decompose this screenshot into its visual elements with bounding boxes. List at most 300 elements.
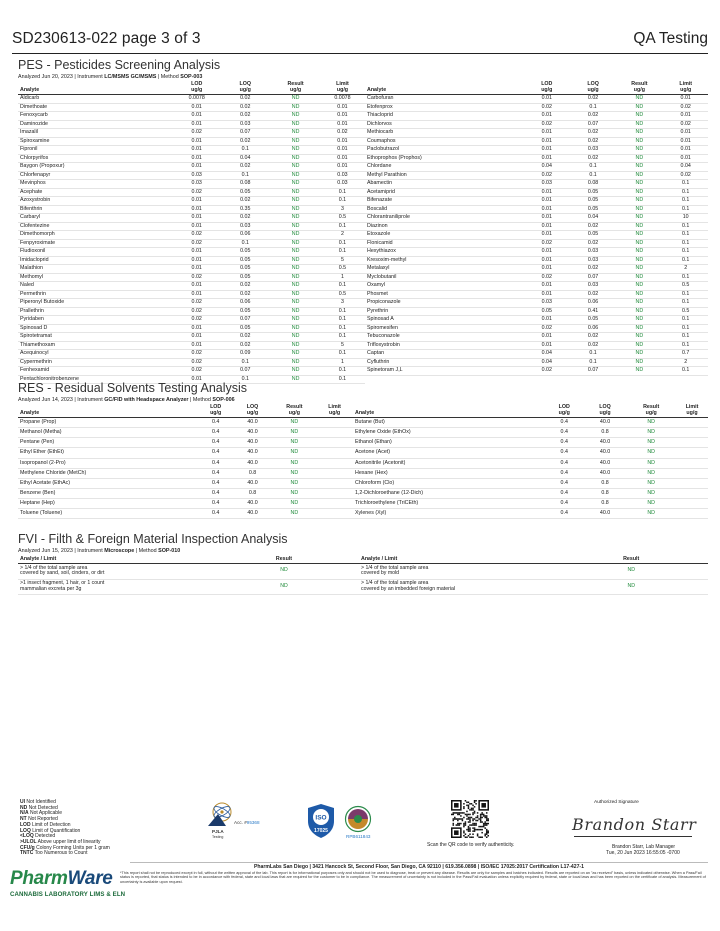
rs-left-col-loq-unit: ug/g bbox=[246, 409, 259, 416]
pes-left-header-row bbox=[18, 81, 365, 95]
analyte-name: Spinosad D bbox=[18, 324, 174, 333]
pes-left-row bbox=[18, 333, 365, 342]
analyte-name: Abamectin bbox=[365, 180, 523, 189]
loq-value: 40.0 bbox=[232, 418, 272, 428]
result-value: ND bbox=[271, 273, 320, 282]
rs-instrument: GC/FID with Headspace Analyzer bbox=[104, 397, 189, 403]
result-value: ND bbox=[273, 458, 317, 468]
pes-left-row bbox=[18, 239, 365, 248]
limit-value bbox=[676, 458, 708, 468]
lod-value: 0.01 bbox=[174, 120, 219, 129]
rs-left-col-limit-label: Limit bbox=[328, 404, 341, 410]
legend-meaning: Colony Forming Units per 1 gram bbox=[36, 844, 110, 851]
fvi-left-header-row bbox=[18, 555, 359, 564]
limit-value: 0.01 bbox=[320, 137, 365, 146]
rs-left-col-limit bbox=[316, 404, 353, 418]
fvi-section bbox=[18, 532, 708, 595]
analyte-name: Paclobutrazol bbox=[365, 146, 523, 155]
signed-date: Tue, 20 Jun 2023 16:55:05 -0700 bbox=[606, 850, 680, 856]
analyte-name: Etoxazole bbox=[365, 231, 523, 240]
limit-value bbox=[316, 428, 353, 438]
lod-value: 0.01 bbox=[174, 341, 219, 350]
loq-value: 0.02 bbox=[219, 333, 271, 342]
lod-value: 0.01 bbox=[523, 137, 571, 146]
pes-left-row bbox=[18, 256, 365, 265]
lod-value: 0.02 bbox=[174, 307, 219, 316]
pes-left-row bbox=[18, 273, 365, 282]
loq-value: 0.02 bbox=[219, 137, 271, 146]
qr-code-icon[interactable] bbox=[451, 800, 489, 838]
result-value: ND bbox=[615, 290, 663, 299]
fvi-left-row bbox=[18, 564, 359, 580]
result-value: ND bbox=[273, 488, 317, 498]
limit-value bbox=[676, 488, 708, 498]
limit-value: 0.1 bbox=[320, 367, 365, 376]
result-value: ND bbox=[273, 438, 317, 448]
fvi-table-right bbox=[359, 555, 708, 595]
result-value: ND bbox=[271, 248, 320, 257]
iso-text: ISO bbox=[315, 814, 327, 822]
pes-right-row bbox=[365, 112, 708, 121]
limit-value: 0.1 bbox=[320, 316, 365, 325]
analyte-name: Ethoprophos (Prophos) bbox=[365, 154, 523, 163]
rs-right-row bbox=[353, 478, 708, 488]
loq-value: 0.06 bbox=[219, 299, 271, 308]
loq-value: 0.06 bbox=[219, 231, 271, 240]
limit-value: 2 bbox=[663, 265, 708, 274]
analyte-name: Bifenazate bbox=[365, 197, 523, 206]
lod-value: 0.02 bbox=[174, 239, 219, 248]
rs-right-col-lod-label: LOD bbox=[558, 404, 570, 410]
analyte-name: Flonicamid bbox=[365, 239, 523, 248]
result-value: ND bbox=[271, 316, 320, 325]
lod-value: 0.02 bbox=[523, 324, 571, 333]
emblem-icon bbox=[343, 805, 373, 833]
limit-value: 0.1 bbox=[663, 273, 708, 282]
limit-value bbox=[676, 438, 708, 448]
result-value: ND bbox=[626, 498, 676, 508]
result-value: ND bbox=[271, 146, 320, 155]
result-value: ND bbox=[615, 222, 663, 231]
limit-value: 0.1 bbox=[663, 188, 708, 197]
limit-value: 5 bbox=[320, 341, 365, 350]
analyte-name: Boscalid bbox=[365, 205, 523, 214]
loq-value: 0.05 bbox=[571, 316, 616, 325]
lod-value: 0.01 bbox=[523, 290, 571, 299]
fvi-right-row bbox=[359, 579, 708, 595]
pes-right-row bbox=[365, 256, 708, 265]
legend-meaning: Detected bbox=[35, 833, 56, 840]
limit-value: 0.1 bbox=[663, 197, 708, 206]
lod-value: 0.02 bbox=[523, 367, 571, 376]
result-value: ND bbox=[271, 290, 320, 299]
result-value: ND bbox=[271, 197, 320, 206]
lod-value: 0.01 bbox=[523, 188, 571, 197]
pes-right-row bbox=[365, 358, 708, 367]
emblem-number: RPB611843 bbox=[346, 834, 371, 839]
limit-value: 3 bbox=[320, 299, 365, 308]
limit-value: 0.1 bbox=[663, 248, 708, 257]
limit-value: 0.5 bbox=[320, 214, 365, 223]
result-value: ND bbox=[615, 205, 663, 214]
analyte-name: Pentachloronitrobenzene bbox=[18, 375, 174, 384]
limit-value: 0.1 bbox=[320, 375, 365, 384]
lod-value: 0.4 bbox=[199, 438, 233, 448]
analyte-name: Imidacloprid bbox=[18, 256, 174, 265]
pes-right-col-limit-unit: ug/g bbox=[680, 86, 692, 93]
limit-value bbox=[676, 418, 708, 428]
result-value: ND bbox=[615, 299, 663, 308]
rs-right-col-limit bbox=[676, 404, 708, 418]
analyte-name: Acephate bbox=[18, 188, 174, 197]
analyte-name: Isopropanol (2-Pro) bbox=[18, 458, 199, 468]
analyte-name: Clofentezine bbox=[18, 222, 174, 231]
limit-value: 0.02 bbox=[663, 120, 708, 129]
loq-value: 0.1 bbox=[571, 171, 616, 180]
limit-value: 0.1 bbox=[663, 316, 708, 325]
pes-method-label: Method bbox=[160, 74, 179, 80]
lod-value: 0.02 bbox=[523, 273, 571, 282]
legend-meaning: Above upper limit of linearity bbox=[37, 838, 101, 845]
result-value: ND bbox=[615, 350, 663, 359]
limit-value: 0.1 bbox=[320, 324, 365, 333]
loq-value: 0.03 bbox=[571, 282, 616, 291]
pes-right-row bbox=[365, 282, 708, 291]
pes-meta: Analyzed Jun 20, 2023 | Instrument LC/MSMS GC/MSMS | Method SOP-003 bbox=[18, 74, 203, 80]
analyte-name: Pyridaben bbox=[18, 316, 174, 325]
pes-right-col-loq-unit: ug/g bbox=[587, 86, 599, 93]
pes-left-row bbox=[18, 248, 365, 257]
result-value: ND bbox=[271, 120, 320, 129]
rs-right-col-loq bbox=[584, 404, 627, 418]
pes-left-col-lod-unit: ug/g bbox=[191, 86, 203, 93]
result-value: ND bbox=[615, 95, 663, 104]
limit-value: 0.1 bbox=[663, 324, 708, 333]
fvi-result: ND bbox=[209, 564, 359, 580]
lod-value: 0.01 bbox=[523, 95, 571, 104]
rs-right-header-row bbox=[353, 404, 708, 418]
pes-left-row bbox=[18, 222, 365, 231]
limit-value: 0.1 bbox=[663, 290, 708, 299]
result-value: ND bbox=[626, 488, 676, 498]
result-value: ND bbox=[615, 129, 663, 138]
pes-right-col-limit bbox=[663, 81, 708, 95]
loq-value: 40.0 bbox=[232, 448, 272, 458]
rs-left-col-result-label: Result bbox=[286, 404, 303, 410]
rs-left-row bbox=[18, 458, 353, 468]
rs-right-row bbox=[353, 488, 708, 498]
rs-left-col-lod-unit: ug/g bbox=[210, 409, 222, 416]
loq-value: 0.08 bbox=[571, 180, 616, 189]
loq-value: 0.09 bbox=[219, 350, 271, 359]
lod-value: 0.01 bbox=[174, 103, 219, 112]
limit-value: 0.01 bbox=[663, 137, 708, 146]
loq-value: 0.07 bbox=[571, 120, 616, 129]
result-value: ND bbox=[271, 367, 320, 376]
lod-value: 0.4 bbox=[199, 418, 233, 428]
result-value: ND bbox=[615, 367, 663, 376]
result-value: ND bbox=[271, 171, 320, 180]
legend-abbr: <LOQ bbox=[20, 833, 34, 840]
analyte-name: Carbaryl bbox=[18, 214, 174, 223]
lod-value: 0.4 bbox=[199, 509, 233, 519]
analyte-name: Trifloxystrobin bbox=[365, 341, 523, 350]
pes-right-row bbox=[365, 350, 708, 359]
loq-value: 0.1 bbox=[571, 350, 616, 359]
result-value: ND bbox=[271, 214, 320, 223]
lod-value: 0.01 bbox=[174, 333, 219, 342]
lod-value: 0.4 bbox=[199, 478, 233, 488]
loq-value: 0.07 bbox=[219, 367, 271, 376]
rs-right-row bbox=[353, 498, 708, 508]
pes-left-row bbox=[18, 112, 365, 121]
pes-right-col-limit-label: Limit bbox=[679, 81, 693, 87]
loq-value: 40.0 bbox=[232, 498, 272, 508]
pes-method: SOP-003 bbox=[180, 74, 203, 80]
loq-value: 0.07 bbox=[571, 273, 616, 282]
loq-value: 0.02 bbox=[571, 137, 616, 146]
lod-value: 0.01 bbox=[523, 129, 571, 138]
result-value: ND bbox=[615, 171, 663, 180]
lod-value: 0.02 bbox=[174, 188, 219, 197]
analyte-name: Hexane (Hex) bbox=[353, 468, 545, 478]
lod-value: 0.4 bbox=[545, 418, 584, 428]
analyte-name: Chlordane bbox=[365, 163, 523, 172]
result-value: ND bbox=[615, 188, 663, 197]
rs-left-row bbox=[18, 418, 353, 428]
signer-name: Brandon Starr, Lab Manager bbox=[612, 844, 676, 850]
rs-left-row bbox=[18, 438, 353, 448]
analyte-name: Fenhexamid bbox=[18, 367, 174, 376]
rs-left-col-result-unit: ug/g bbox=[288, 409, 300, 416]
limit-value: 10 bbox=[663, 214, 708, 223]
analyte-name: Piperonyl Butoxide bbox=[18, 299, 174, 308]
rs-left-col-result bbox=[273, 404, 317, 418]
analyte-name: Carbofuran bbox=[365, 95, 523, 104]
fvi-limit-line1: > 1/4 of the total sample area bbox=[361, 564, 429, 571]
signature-line bbox=[574, 836, 692, 837]
limit-value bbox=[316, 438, 353, 448]
result-value: ND bbox=[615, 333, 663, 342]
limit-value: 2 bbox=[663, 358, 708, 367]
limit-value bbox=[676, 428, 708, 438]
loq-value: 40.0 bbox=[584, 438, 627, 448]
pes-right-row bbox=[365, 154, 708, 163]
analyte-name: Thiacloprid bbox=[365, 112, 523, 121]
result-value: ND bbox=[626, 468, 676, 478]
rs-left-col-loq-label: LOQ bbox=[246, 404, 259, 410]
limit-value bbox=[316, 448, 353, 458]
limit-value: 0.01 bbox=[663, 146, 708, 155]
analyte-name: Spinetoram J,L bbox=[365, 367, 523, 376]
rs-right-row bbox=[353, 428, 708, 438]
result-value: ND bbox=[615, 324, 663, 333]
result-value: ND bbox=[271, 341, 320, 350]
rs-left-row bbox=[18, 488, 353, 498]
lod-value: 0.01 bbox=[174, 137, 219, 146]
pes-right-row bbox=[365, 214, 708, 223]
rs-left-row bbox=[18, 478, 353, 488]
pes-title: PES - Pesticides Screening Analysis bbox=[18, 58, 221, 72]
analyte-name: Oxamyl bbox=[365, 282, 523, 291]
limit-value bbox=[676, 498, 708, 508]
pes-left-col-limit-unit: ug/g bbox=[336, 86, 349, 93]
loq-value: 0.02 bbox=[219, 103, 271, 112]
pes-right-col-result-label: Result bbox=[631, 81, 648, 87]
lod-value: 0.01 bbox=[523, 205, 571, 214]
lod-value: 0.4 bbox=[199, 428, 233, 438]
pes-right-row bbox=[365, 188, 708, 197]
limit-value: 0.02 bbox=[320, 129, 365, 138]
loq-value: 0.02 bbox=[219, 214, 271, 223]
loq-value: 40.0 bbox=[584, 448, 627, 458]
loq-value: 0.02 bbox=[571, 341, 616, 350]
limit-value: 0.1 bbox=[320, 222, 365, 231]
pes-left-row bbox=[18, 350, 365, 359]
analyte-name: Methylene Chloride (MetCh) bbox=[18, 468, 199, 478]
loq-value: 0.02 bbox=[571, 154, 616, 163]
lod-value: 0.02 bbox=[174, 350, 219, 359]
loq-value: 0.06 bbox=[571, 299, 616, 308]
rs-right-col-lod-unit: ug/g bbox=[558, 409, 570, 416]
handwritten-signature: Brandon Starr bbox=[572, 815, 697, 834]
loq-value: 0.8 bbox=[232, 488, 272, 498]
result-value: ND bbox=[615, 120, 663, 129]
analyte-name: Methomyl bbox=[18, 273, 174, 282]
result-value: ND bbox=[615, 265, 663, 274]
analyte-name: Ethylene Oxide (EthOx) bbox=[353, 428, 545, 438]
result-value: ND bbox=[271, 375, 320, 384]
analyte-name: Malathion bbox=[18, 265, 174, 274]
result-value: ND bbox=[626, 438, 676, 448]
result-value: ND bbox=[615, 137, 663, 146]
logo-tagline: CANNABIS LABORATORY LIMS & ELN bbox=[10, 891, 126, 898]
pes-section bbox=[18, 58, 708, 384]
rs-table-left bbox=[18, 404, 353, 519]
loq-value: 0.05 bbox=[219, 188, 271, 197]
limit-value: 0.5 bbox=[663, 307, 708, 316]
pes-right-row bbox=[365, 180, 708, 189]
limit-value bbox=[316, 488, 353, 498]
analyte-name: Etofenprox bbox=[365, 103, 523, 112]
limit-value: 5 bbox=[320, 256, 365, 265]
result-value: ND bbox=[626, 428, 676, 438]
result-value: ND bbox=[615, 197, 663, 206]
rs-method-label: Method bbox=[192, 397, 211, 403]
lod-value: 0.4 bbox=[545, 438, 584, 448]
rs-right-row bbox=[353, 509, 708, 519]
pes-left-row bbox=[18, 316, 365, 325]
pes-right-row bbox=[365, 324, 708, 333]
pes-left-row bbox=[18, 299, 365, 308]
pjla-badge bbox=[204, 800, 284, 840]
fvi-analyte-limit bbox=[18, 564, 209, 580]
loq-value: 0.02 bbox=[219, 163, 271, 172]
limit-value bbox=[676, 509, 708, 519]
analyte-name: Coumaphos bbox=[365, 137, 523, 146]
lod-value: 0.01 bbox=[174, 146, 219, 155]
authorized-signature-label: Authorized Signature bbox=[594, 800, 639, 805]
loq-value: 40.0 bbox=[232, 478, 272, 488]
result-value: ND bbox=[615, 316, 663, 325]
loq-value: 0.8 bbox=[584, 488, 627, 498]
loq-value: 0.03 bbox=[571, 256, 616, 265]
lod-value: 0.4 bbox=[199, 468, 233, 478]
logo-part-a: Pharm bbox=[10, 868, 68, 889]
rs-right-col-limit-label: Limit bbox=[685, 404, 699, 410]
rs-left-row bbox=[18, 448, 353, 458]
pes-right-row bbox=[365, 103, 708, 112]
loq-value: 40.0 bbox=[232, 438, 272, 448]
rs-left-col-lod bbox=[199, 404, 233, 418]
loq-value: 0.05 bbox=[571, 188, 616, 197]
pjla-logo-icon bbox=[204, 800, 236, 830]
loq-value: 0.02 bbox=[571, 222, 616, 231]
result-value: ND bbox=[271, 256, 320, 265]
lod-value: 0.01 bbox=[174, 154, 219, 163]
limit-value: 0.01 bbox=[663, 112, 708, 121]
result-value: ND bbox=[273, 498, 317, 508]
limit-value: 0.01 bbox=[320, 112, 365, 121]
pes-left-col-result bbox=[271, 81, 320, 95]
analyte-name: Fludioxonil bbox=[18, 248, 174, 257]
legend-item bbox=[20, 851, 110, 857]
analyte-name: Hexythiazox bbox=[365, 248, 523, 257]
result-value: ND bbox=[271, 154, 320, 163]
pes-left-row bbox=[18, 341, 365, 350]
limit-value bbox=[676, 468, 708, 478]
rs-left-row bbox=[18, 498, 353, 508]
result-value: ND bbox=[626, 448, 676, 458]
pes-right-row bbox=[365, 316, 708, 325]
pes-analyzed: Analyzed Jun 20, 2023 bbox=[18, 74, 73, 80]
fvi-left-col-result: Result bbox=[209, 555, 359, 564]
legend-abbr: ND bbox=[20, 804, 28, 811]
pes-right-row bbox=[365, 341, 708, 350]
result-value: ND bbox=[271, 358, 320, 367]
legend-abbr: LOQ bbox=[20, 827, 31, 834]
rs-right-row bbox=[353, 418, 708, 428]
rs-table-right bbox=[353, 404, 708, 519]
limit-value: 0.1 bbox=[320, 248, 365, 257]
rs-left-header-row bbox=[18, 404, 353, 418]
lod-value: 0.4 bbox=[199, 488, 233, 498]
analyte-name: Spinosad A bbox=[365, 316, 523, 325]
pes-left-col-loq-unit: ug/g bbox=[239, 86, 251, 93]
limit-value: 0.1 bbox=[320, 239, 365, 248]
lod-value: 0.01 bbox=[174, 256, 219, 265]
fvi-right-col-result: Result bbox=[554, 555, 708, 564]
pes-right-col-loq-label: LOQ bbox=[587, 81, 599, 87]
legend-meaning: Limit of Detection bbox=[31, 821, 71, 828]
loq-value: 0.8 bbox=[584, 428, 627, 438]
lod-value: 0.01 bbox=[523, 282, 571, 291]
analyte-name: Naled bbox=[18, 282, 174, 291]
loq-value: 0.02 bbox=[571, 112, 616, 121]
lod-value: 0.04 bbox=[523, 163, 571, 172]
lod-value: 0.4 bbox=[545, 428, 584, 438]
pes-right-row bbox=[365, 197, 708, 206]
lod-value: 0.4 bbox=[545, 468, 584, 478]
pes-left-col-limit-label: Limit bbox=[336, 81, 349, 87]
lod-value: 0.01 bbox=[523, 197, 571, 206]
loq-value: 40.0 bbox=[232, 458, 272, 468]
lod-value: 0.05 bbox=[523, 307, 571, 316]
rs-left-col-lod-label: LOD bbox=[210, 404, 222, 410]
limit-value: 0.1 bbox=[663, 341, 708, 350]
fvi-table-left bbox=[18, 555, 359, 595]
analyte-name: Imazalil bbox=[18, 129, 174, 138]
